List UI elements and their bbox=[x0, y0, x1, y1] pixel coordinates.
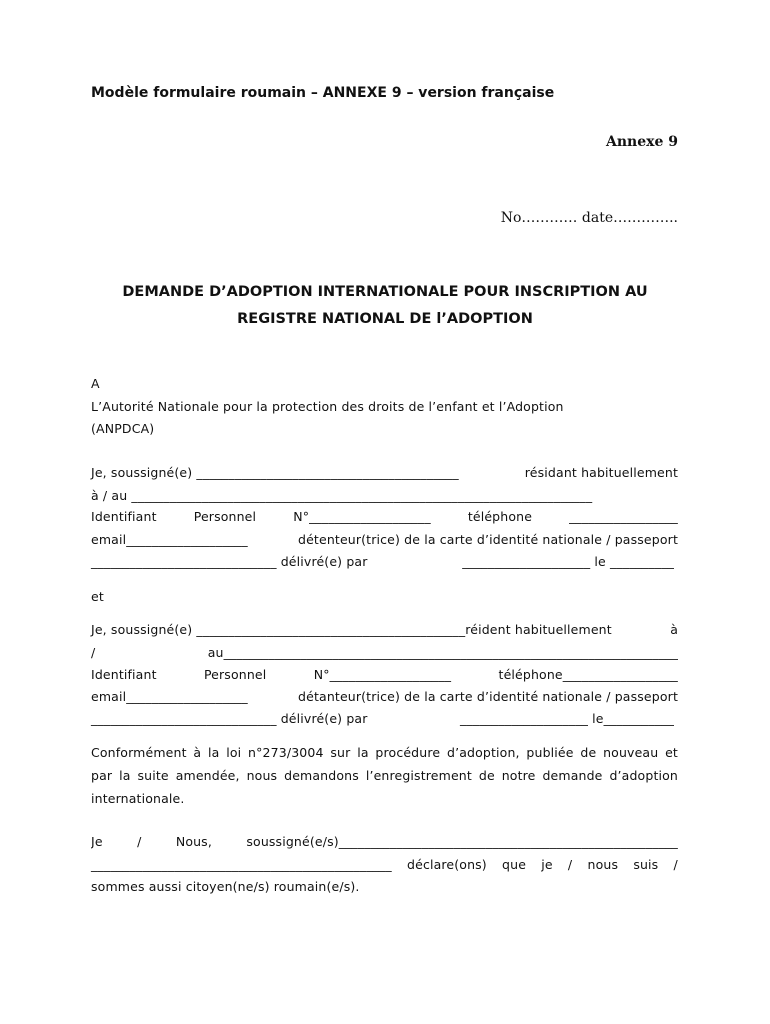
applicant1-address-field[interactable]: à / au ________________________________________________________________________ bbox=[91, 488, 593, 503]
text-segment: Je bbox=[91, 834, 103, 849]
applicant1-id-field[interactable]: N°___________________ bbox=[293, 509, 431, 524]
text-segment: suis bbox=[633, 857, 659, 872]
text-segment: nouveau bbox=[603, 745, 659, 760]
text-segment: et bbox=[665, 745, 678, 760]
text-segment: l’enregistrement bbox=[365, 768, 472, 783]
annex-label: Annexe 9 bbox=[606, 134, 678, 150]
text-segment: détanteur(trice) de la carte d’identité nationale / passeport bbox=[298, 689, 678, 704]
text-segment: nous bbox=[246, 768, 278, 783]
text-segment: je bbox=[541, 857, 553, 872]
body-line-2 bbox=[91, 768, 678, 783]
text-segment: loi bbox=[226, 745, 242, 760]
text-segment: procédure bbox=[375, 745, 441, 760]
text-segment: sur bbox=[330, 745, 351, 760]
declaration-line-2 bbox=[91, 857, 678, 872]
number-date-line: No………… date………….. bbox=[500, 210, 678, 226]
text-segment: Conformément bbox=[91, 745, 187, 760]
recipient-authority: L’Autorité Nationale pour la protection des droits de l’enfant et l’Adoption bbox=[91, 399, 564, 414]
text-segment: nous bbox=[587, 857, 619, 872]
text-segment: d’adoption, bbox=[446, 745, 520, 760]
text-segment: déclare(ons) bbox=[407, 857, 487, 872]
text-segment: de bbox=[478, 768, 495, 783]
text-segment: demandons bbox=[284, 768, 359, 783]
text-segment: Personnel bbox=[193, 509, 257, 524]
applicant2-line-1 bbox=[91, 622, 678, 637]
text-segment: résidant habituellement bbox=[524, 465, 678, 480]
applicant1-line-5 bbox=[91, 554, 674, 569]
text-segment: Nous, bbox=[175, 834, 212, 849]
applicant1-issued-field[interactable]: ____________________ le __________ bbox=[462, 554, 674, 569]
applicant1-line-1 bbox=[91, 465, 678, 480]
body-line-3: internationale. bbox=[91, 791, 185, 806]
text-segment: amendée, bbox=[175, 768, 240, 783]
text-segment: / bbox=[91, 645, 96, 660]
text-segment: publiée bbox=[526, 745, 574, 760]
declaration-line-3: sommes aussi citoyen(ne/s) roumain(e/s). bbox=[91, 879, 360, 894]
text-segment: n°273/3004 bbox=[248, 745, 324, 760]
text-segment: à bbox=[193, 745, 202, 760]
applicant1-email-field[interactable]: email___________________ bbox=[91, 532, 248, 547]
declaration-line-1 bbox=[91, 834, 678, 849]
applicant2-name-field[interactable]: Je, soussigné(e) __________________________________________réident habituellement bbox=[91, 622, 612, 637]
recipient-to: A bbox=[91, 376, 100, 391]
applicant2-document-field[interactable]: _____________________________ délivré(e) par bbox=[91, 711, 368, 726]
text-segment: / bbox=[137, 834, 142, 849]
applicant2-line-5 bbox=[91, 711, 674, 726]
applicant1-line-3 bbox=[91, 509, 678, 524]
recipient-acronym: (ANPDCA) bbox=[91, 421, 155, 436]
applicant2-line-2 bbox=[91, 645, 678, 660]
text-segment: par bbox=[91, 768, 113, 783]
declaration-names-field-2[interactable]: _______________________________________________ bbox=[91, 857, 392, 872]
applicant1-name-field[interactable]: Je, soussigné(e) _________________________________________ bbox=[91, 465, 459, 480]
text-segment: que bbox=[502, 857, 527, 872]
body-line-1 bbox=[91, 745, 678, 760]
text-segment: détenteur(trice) de la carte d’identité nationale / passeport bbox=[298, 532, 678, 547]
applicant2-issued-field[interactable]: ____________________ le___________ bbox=[460, 711, 674, 726]
form-title-line-2: REGISTRE NATIONAL DE l’ADOPTION bbox=[237, 311, 533, 327]
applicant2-phone-field[interactable]: téléphone__________________ bbox=[498, 667, 678, 682]
applicant1-document-field[interactable]: _____________________________ délivré(e) par bbox=[91, 554, 368, 569]
text-segment: à bbox=[670, 622, 678, 637]
text-segment: Identifiant bbox=[91, 667, 157, 682]
applicant2-email-field[interactable]: email___________________ bbox=[91, 689, 248, 704]
text-segment: la bbox=[119, 768, 131, 783]
text-segment: téléphone bbox=[467, 509, 533, 524]
applicant2-line-4 bbox=[91, 689, 678, 704]
text-segment: notre bbox=[501, 768, 536, 783]
text-segment: d’adoption bbox=[609, 768, 678, 783]
text-segment: / bbox=[567, 857, 573, 872]
declaration-names-field[interactable]: soussigné(e/s)_____________________________________________________ bbox=[246, 834, 678, 849]
text-segment: Identifiant bbox=[91, 509, 157, 524]
text-segment: Personnel bbox=[203, 667, 267, 682]
applicant1-line-4 bbox=[91, 532, 678, 547]
form-title-line-1: DEMANDE D’ADOPTION INTERNATIONALE POUR INSCRIPTION AU bbox=[122, 284, 648, 300]
text-segment: la bbox=[208, 745, 220, 760]
applicant1-phone-field[interactable]: _________________ bbox=[569, 509, 678, 524]
text-segment: demande bbox=[542, 768, 603, 783]
applicant2-id-field[interactable]: N°___________________ bbox=[313, 667, 452, 682]
document-header: Modèle formulaire roumain – ANNEXE 9 – version française bbox=[91, 85, 555, 101]
text-segment: / bbox=[673, 857, 678, 872]
text-segment: la bbox=[357, 745, 369, 760]
applicant2-address-field[interactable]: au_______________________________________________________________________ bbox=[207, 645, 678, 660]
conjunction-et: et bbox=[91, 589, 104, 604]
text-segment: suite bbox=[137, 768, 169, 783]
applicant2-line-3 bbox=[91, 667, 678, 682]
text-segment: de bbox=[580, 745, 597, 760]
